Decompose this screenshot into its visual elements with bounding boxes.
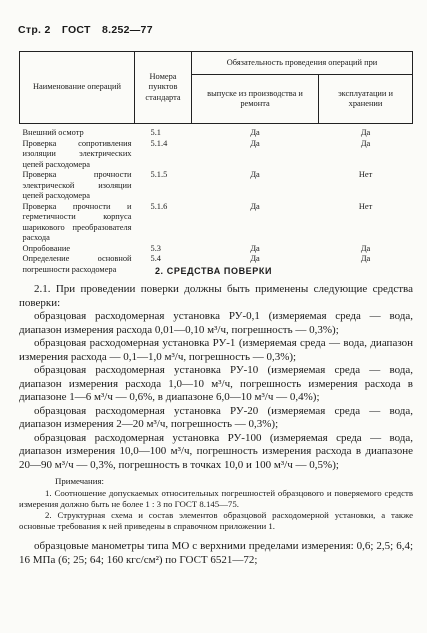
section-body — [19, 283, 413, 567]
release-value: Да — [250, 128, 260, 137]
table-row — [20, 124, 413, 139]
page-number: Стр. 2 — [18, 24, 51, 36]
operation-name: Проверка сопротивления изоляции электрических цепей расходомера — [22, 138, 132, 169]
table-row — [20, 202, 413, 244]
operation-name: Определение основной погрешности расходомера — [22, 254, 132, 274]
exploitation-value: Нет — [358, 201, 373, 211]
col-exploitation-header: эксплуатации и хранении — [319, 75, 413, 124]
page-header — [18, 24, 161, 36]
release-value: Да — [250, 170, 260, 179]
exploitation-value: Да — [360, 128, 371, 137]
table-row — [20, 170, 413, 202]
release-value: Да — [250, 201, 260, 211]
paragraph-ru-0-1: образцовая расходомерная установка РУ-0,1 (измеряемая среда — вода, диапазон измерения расхода 0,01—0,10 м³/ч, погрешность — 0,3%); — [19, 310, 413, 336]
exploitation-value: Да — [360, 254, 371, 263]
section-title: 2. СРЕДСТВА ПОВЕРКИ — [154, 266, 273, 276]
paragraph-2-1: 2.1. При проведении поверки должны быть применены следующие средства поверки: — [19, 283, 413, 309]
point-number: 5.1.4 — [150, 138, 168, 148]
operations-table — [19, 51, 413, 275]
release-value: Да — [250, 138, 260, 148]
exploitation-value: Да — [360, 243, 371, 253]
operation-name: Опробование — [22, 243, 71, 253]
note-1: 1. Соотношение допускаемых относительных погрешностей образцового и поверяемого средств измерения должно быть не более 1 : 3 по ГОСТ 8.145—75. — [19, 488, 413, 509]
paragraph-manometers: образцовые манометры типа МО с верхними пределами измерения: 0,6; 2,5; 6,4; 16 МПа (6; 25; 64; 160 кгс/см²) по ГОСТ 6521—72; — [19, 540, 413, 566]
exploitation-value: Нет — [358, 170, 373, 179]
col-points-header: Номера пунктов стандарта — [135, 52, 192, 124]
operation-name: Проверка прочности электрической изоляции цепей расходомера — [22, 170, 132, 200]
table-row — [20, 244, 413, 255]
gost-number: 8.252—77 — [101, 24, 153, 36]
exploitation-value: Да — [360, 138, 371, 148]
gost-label: ГОСТ — [61, 24, 91, 36]
table-row — [20, 139, 413, 171]
point-number: 5.4 — [150, 254, 161, 263]
point-number: 5.1.6 — [150, 201, 168, 211]
note-2: 2. Структурная схема и состав элементов образцовой расходомерной установки, а также основные требования к ней приведены в справочном приложении 1. — [19, 510, 413, 531]
paragraph-ru-1: образцовая расходомерная установка РУ-1 (измеряемая среда — вода, диапазон измерения расхода — 0,1—1,0 м³/ч, погрешность — 0,3%); — [19, 337, 413, 363]
paragraph-ru-10: образцовая расходомерная установка РУ-10 (измеряемая среда — вода, диапазон измерения расхода 1,0—10 м³/ч, погрешность измерения расхода в диапазоне 1—6 м³/ч — 0,6%, в диапазоне 6,0—10 м³/ч — 0,4%); — [19, 364, 413, 403]
point-number: 5.3 — [150, 243, 161, 253]
paragraph-ru-20: образцовая расходомерная установка РУ-20 (измеряемая среда — вода, диапазон измерения 2—20 м³/ч, погрешность — 0,3%); — [19, 404, 413, 430]
point-number: 5.1.5 — [150, 170, 168, 179]
release-value: Да — [250, 254, 260, 263]
col-release-header: выпуске из производства и ремонта — [192, 75, 319, 124]
notes-block — [19, 476, 413, 532]
col-group-header: Обязательность проведения операций при — [192, 52, 413, 75]
col-operation-header: Наименование операций — [20, 52, 135, 124]
paragraph-ru-100: образцовая расходомерная установка РУ-100 (измеряемая среда — вода, диапазон измерения 10,0—100 м³/ч, погрешность измерения расхода в диапазоне 20—90 м³/ч — 0,3%, погрешность в точках 10,0 и 100 м³/ч — 0,5%); — [19, 431, 413, 471]
release-value: Да — [250, 243, 260, 253]
notes-title: Примечания: — [55, 476, 104, 486]
point-number: 5.1 — [150, 128, 161, 137]
operation-name: Проверка прочности и герметичности корпуса шарикового преобразователя расхода — [22, 201, 132, 242]
operation-name: Внешний осмотр — [22, 128, 84, 137]
